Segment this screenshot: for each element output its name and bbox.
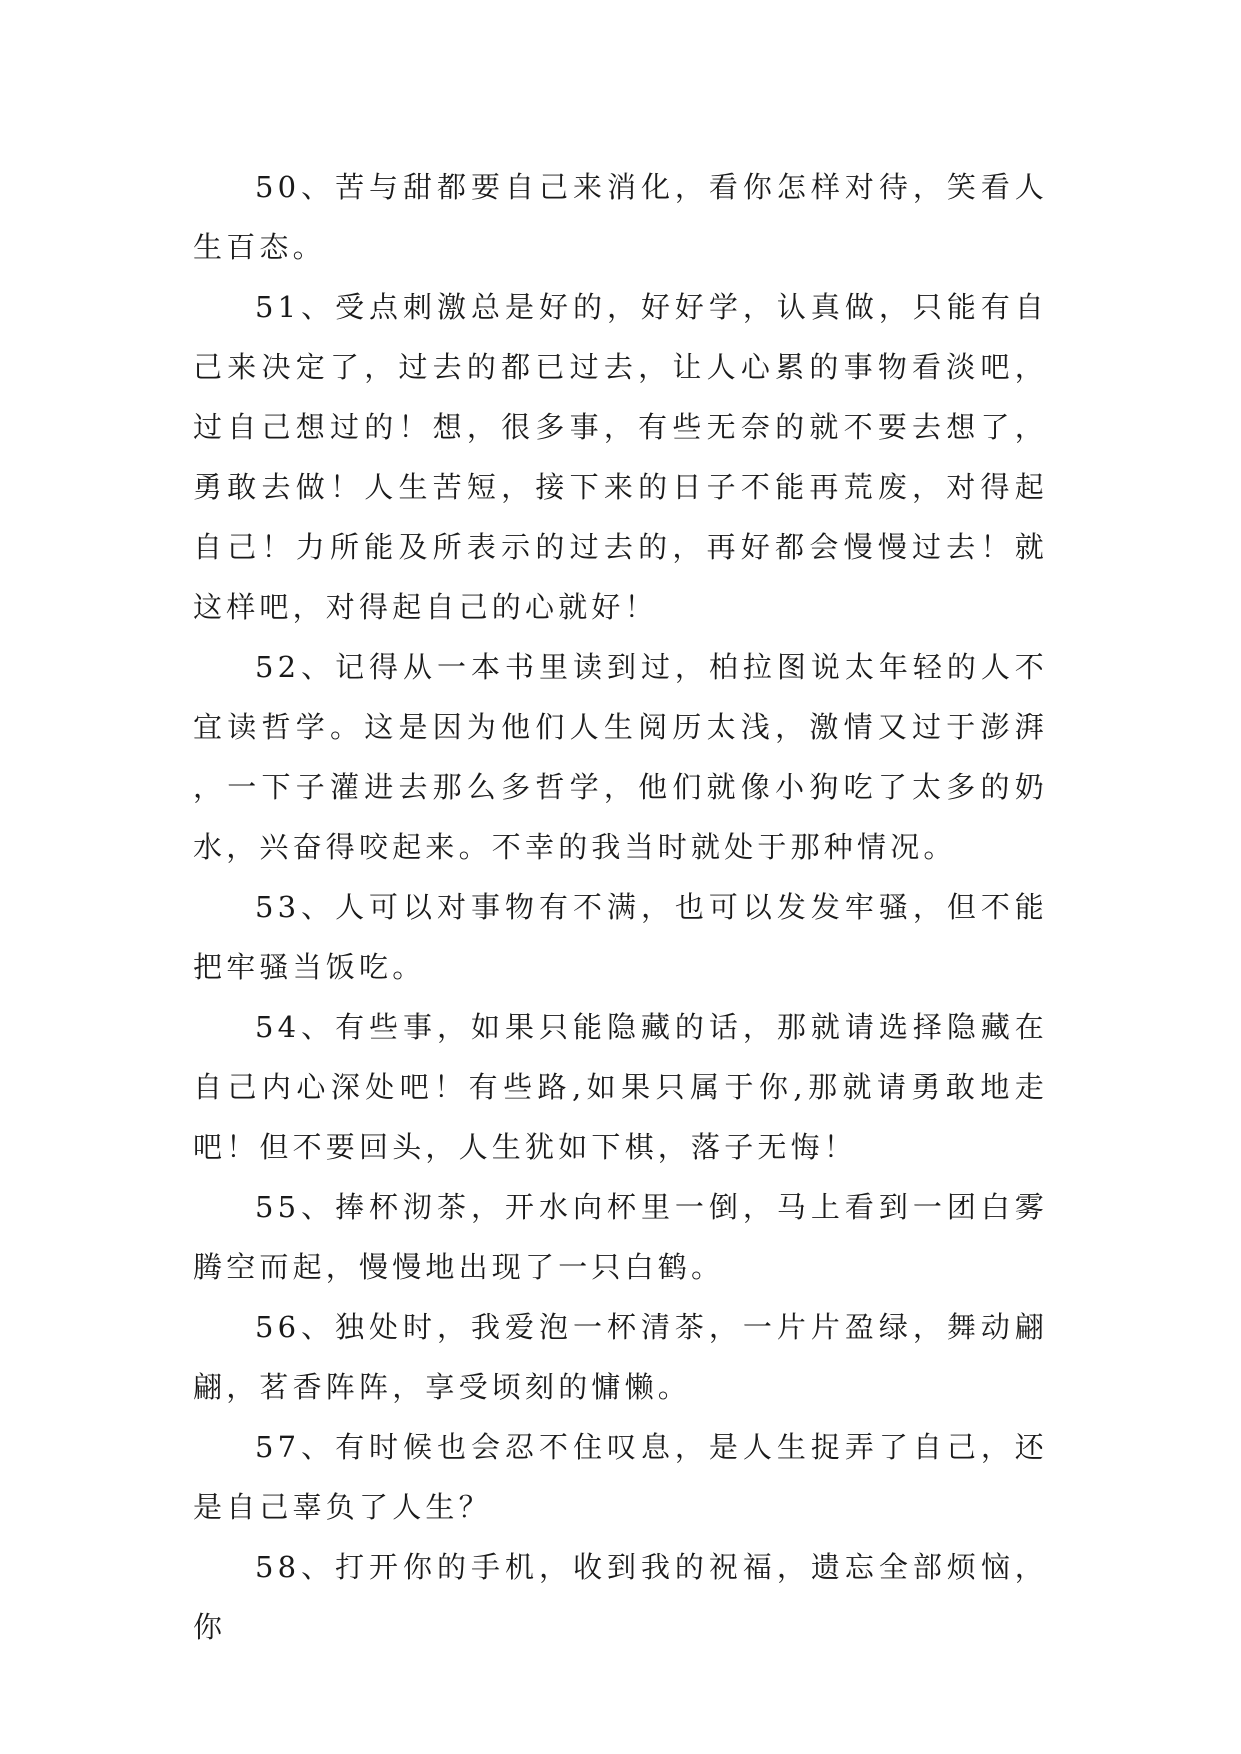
- paragraph-53: 53、人可以对事物有不满，也可以发发牢骚，但不能把牢骚当饭吃。: [193, 890, 1048, 984]
- paragraph-52: 52、记得从一本书里读到过，柏拉图说太年轻的人不宜读哲学。这是因为他们人生阅历太浅，激情又过于澎湃，一下子灌进去那么多哲学，他们就像小狗吃了太多的奶水，兴奋得咬起来。不幸的我当时就处于那种情况。: [193, 650, 1048, 864]
- paragraph-56: 56、独处时，我爱泡一杯清茶，一片片盈绿，舞动翩翩，茗香阵阵，享受顷刻的慵懒。: [193, 1310, 1048, 1404]
- paragraph-57: 57、有时候也会忍不住叹息，是人生捉弄了自己，还是自己辜负了人生？: [193, 1430, 1048, 1524]
- paragraph-50: 50、苦与甜都要自己来消化，看你怎样对待，笑看人生百态。: [193, 170, 1048, 264]
- document-body: [193, 157, 1048, 1657]
- paragraph-55: 55、捧杯沏茶，开水向杯里一倒，马上看到一团白雾腾空而起，慢慢地出现了一只白鹤。: [193, 1190, 1048, 1284]
- paragraph-58: 58、打开你的手机，收到我的祝福，遗忘全部烦恼，你: [193, 1550, 1048, 1644]
- paragraph-51: 51、受点刺激总是好的，好好学，认真做，只能有自己来决定了，过去的都已过去，让人心累的事物看淡吧，过自己想过的！想，很多事，有些无奈的就不要去想了，勇敢去做！人生苦短，接下来的日子不能再荒废，对得起自己！力所能及所表示的过去的，再好都会慢慢过去！就这样吧，对得起自己的心就好！: [193, 290, 1048, 624]
- paragraph-54: 54、有些事，如果只能隐藏的话，那就请选择隐藏在自己内心深处吧！有些路,如果只属于你,那就请勇敢地走吧！但不要回头，人生犹如下棋，落子无悔！: [193, 1010, 1048, 1164]
